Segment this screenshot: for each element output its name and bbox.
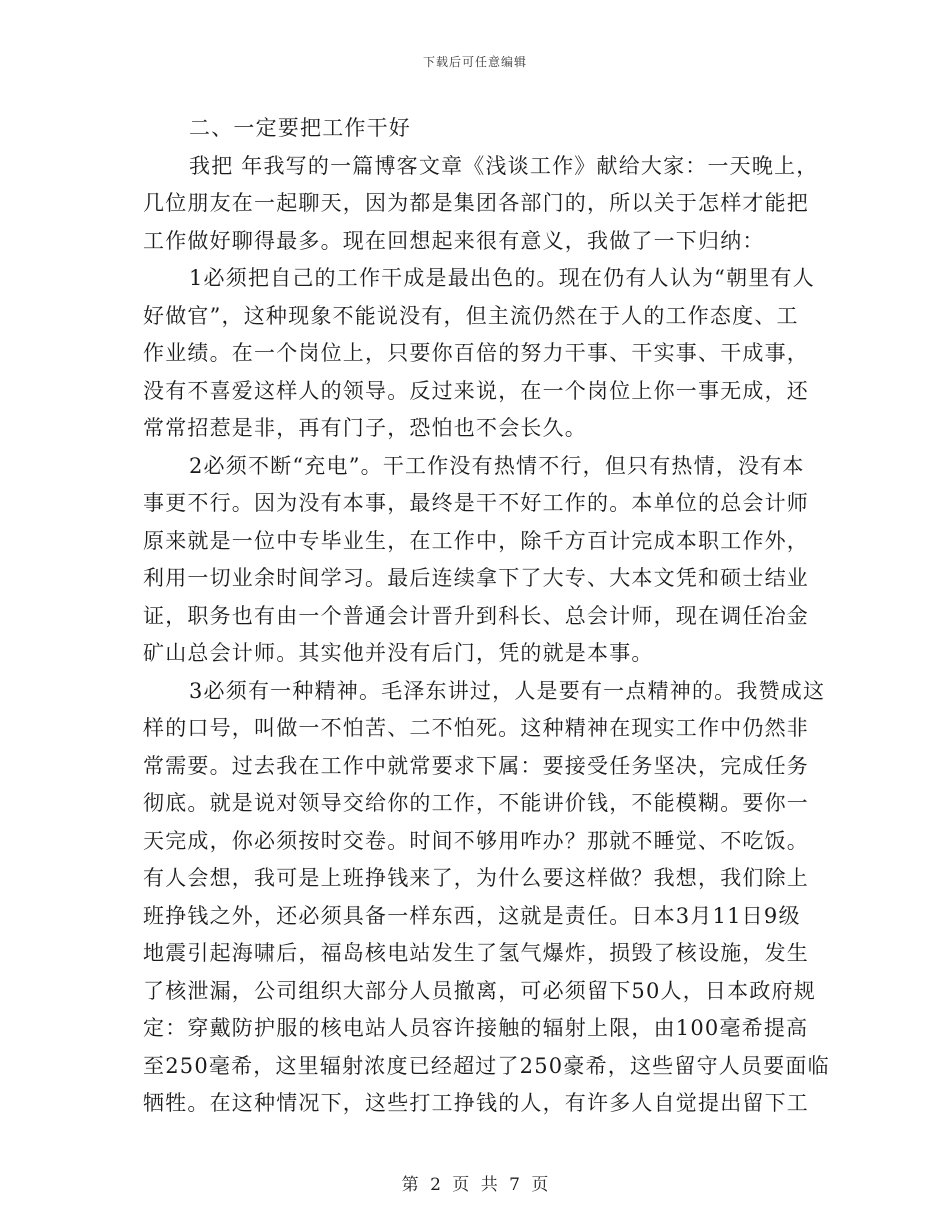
- text-line: 彻底。就是说对领导交给你的工作，不能讲价钱，不能模糊。要你一: [143, 791, 809, 815]
- text-line: 矿山总会计师。其实他并没有后门，凭的就是本事。: [143, 641, 654, 665]
- text-line: 作业绩。在一个岗位上，只要你百倍的努力干事、干实事、干成事，: [143, 341, 809, 365]
- document-body: [143, 110, 830, 1123]
- text-line: 班挣钱之外，还必须具备一样东西，这就是责任。日本3月11日9级: [143, 903, 801, 928]
- paragraph-start-line: 我把 年我写的一篇博客文章《浅谈工作》献给大家：一天晚上，: [189, 153, 819, 178]
- text-line: 常需要。过去我在工作中就常要求下属：要接受任务坚决，完成任务: [143, 753, 809, 778]
- text-line: 工作做好聊得最多。现在回想起来很有意义，我做了一下归纳：: [143, 228, 765, 253]
- text-line: 事更不行。因为没有本事，最终是干不好工作的。本单位的总会计师: [143, 491, 809, 515]
- text-line: 定：穿戴防护服的核电站人员容许接触的辐射上限，由100毫希提高: [143, 1016, 809, 1040]
- paragraph-start-line: 3必须有一种精神。毛泽东讲过，人是要有一点精神的。我赞成这: [189, 678, 826, 703]
- text-line: 原来就是一位中专毕业生，在工作中，除千方百计完成本职工作外，: [143, 528, 809, 553]
- text-line: 地震引起海啸后，福岛核电站发生了氢气爆炸，损毁了核设施，发生: [143, 941, 809, 965]
- text-line: 证，职务也有由一个普通会计晋升到科长、总会计师，现在调任冶金: [143, 603, 809, 628]
- text-line: 样的口号，叫做一不怕苦、二不怕死。这种精神在现实工作中仍然非: [143, 716, 809, 740]
- text-line: 几位朋友在一起聊天，因为都是集团各部门的，所以关于怎样才能把: [143, 191, 809, 215]
- header-note: 下载后可任意编辑: [422, 55, 527, 69]
- text-line: 至250毫希，这里辐射浓度已经超过了250豪希，这些留守人员要面临: [143, 1053, 830, 1078]
- text-line: 了核泄漏，公司组织大部分人员撤离，可必须留下50人，日本政府规: [143, 978, 816, 1003]
- text-line: 有人会想，我可是上班挣钱来了，为什么要这样做？我想，我们除上: [143, 866, 809, 890]
- text-line: 好做官”，这种现象不能说没有，但主流仍然在于人的工作态度、工: [143, 303, 799, 328]
- text-line: 利用一切业余时间学习。最后连续拿下了大专、大本文凭和硕士结业: [143, 566, 809, 590]
- text-line: 没有不喜爱这样人的领导。反过来说，在一个岗位上你一事无成，还: [143, 378, 809, 403]
- paragraph-start-line: 1必须把自己的工作干成是最出色的。现在仍有人认为“朝里有人: [189, 266, 815, 290]
- text-line: 天完成，你必须按时交卷。时间不够用咋办？那就不睡觉、不吃饭。: [143, 828, 809, 853]
- text-line: 牺牲。在这种情况下，这些打工挣钱的人，有许多人自觉提出留下工: [143, 1091, 809, 1115]
- page-number: 第 2 页 共 7 页: [401, 1175, 549, 1195]
- text-line: 常常招惹是非，再有门子，恐怕也不会长久。: [143, 416, 587, 440]
- paragraph-start-line: 2必须不断“充电”。干工作没有热情不行，但只有热情，没有本: [189, 453, 805, 478]
- paragraph-start-line: 二、一定要把工作干好: [189, 116, 411, 140]
